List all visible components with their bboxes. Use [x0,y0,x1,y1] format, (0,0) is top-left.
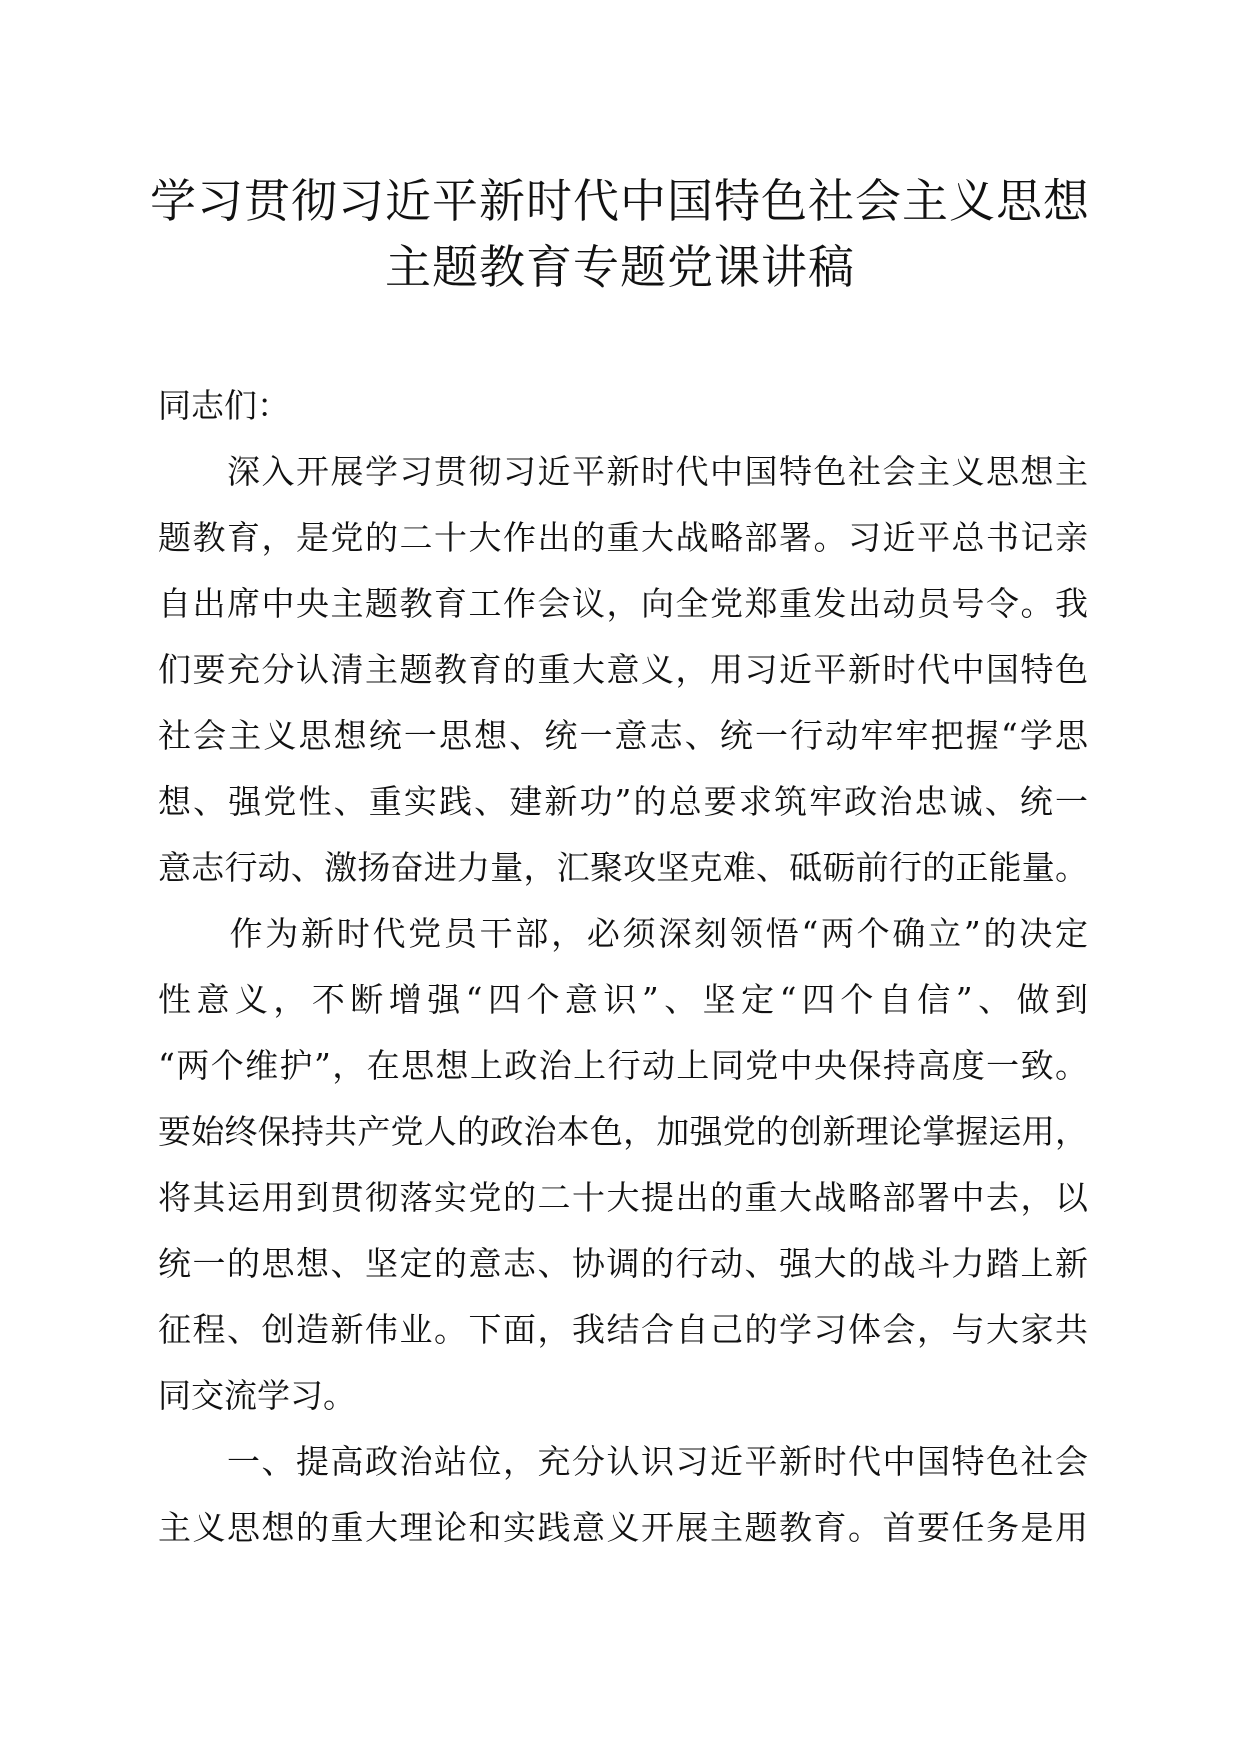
paragraph-1-line-1: 深入开展学习贯彻习近平新时代中国特色社会主义思想主 [158,452,1088,491]
paragraph-2-line-7: 征程、创造新伟业。下面，我结合自己的学习体会，与大家共 [158,1310,1088,1349]
paragraph-1-line-7: 意志行动、激扬奋进力量，汇聚攻坚克难、砥砺前行的正能量。 [158,848,1088,887]
paragraph-2-line-8: 同交流学习。 [158,1376,356,1415]
paragraph-2-line-4: 要始终保持共产党人的政治本色，加强党的创新理论掌握运用， [158,1112,1088,1151]
salutation: 同志们： [158,386,290,425]
section-1-line-1: 一、提高政治站位，充分认识习近平新时代中国特色社会 [158,1442,1088,1481]
title-line-2: 主题教育专题党课讲稿 [385,240,855,294]
document-body [158,373,1088,1561]
title-line-1: 学习贯彻习近平新时代中国特色社会主义思想 [150,174,1090,228]
paragraph-1-line-2: 题教育，是党的二十大作出的重大战略部署。习近平总书记亲 [158,518,1088,557]
paragraph-2-line-2: 性意义，不断增强“四个意识”、坚定“四个自信”、做到 [158,980,1088,1019]
paragraph-1-line-6: 想、强党性、重实践、建新功”的总要求筑牢政治忠诚、统一 [158,782,1088,821]
paragraph-1-line-5: 社会主义思想统一思想、统一意志、统一行动牢牢把握“学思 [158,716,1088,755]
document-title [0,168,1240,300]
paragraph-2-line-5: 将其运用到贯彻落实党的二十大提出的重大战略部署中去，以 [158,1178,1088,1217]
paragraph-2-line-3: “两个维护”，在思想上政治上行动上同党中央保持高度一致。 [158,1046,1088,1085]
paragraph-2-line-1: 作为新时代党员干部，必须深刻领悟“两个确立”的决定 [158,914,1088,953]
paragraph-2-line-6: 统一的思想、坚定的意志、协调的行动、强大的战斗力踏上新 [158,1244,1088,1283]
paragraph-1-line-3: 自出席中央主题教育工作会议，向全党郑重发出动员号令。我 [158,584,1088,623]
section-1-line-2: 主义思想的重大理论和实践意义开展主题教育。首要任务是用 [158,1508,1088,1547]
paragraph-1-line-4: 们要充分认清主题教育的重大意义，用习近平新时代中国特色 [158,650,1088,689]
